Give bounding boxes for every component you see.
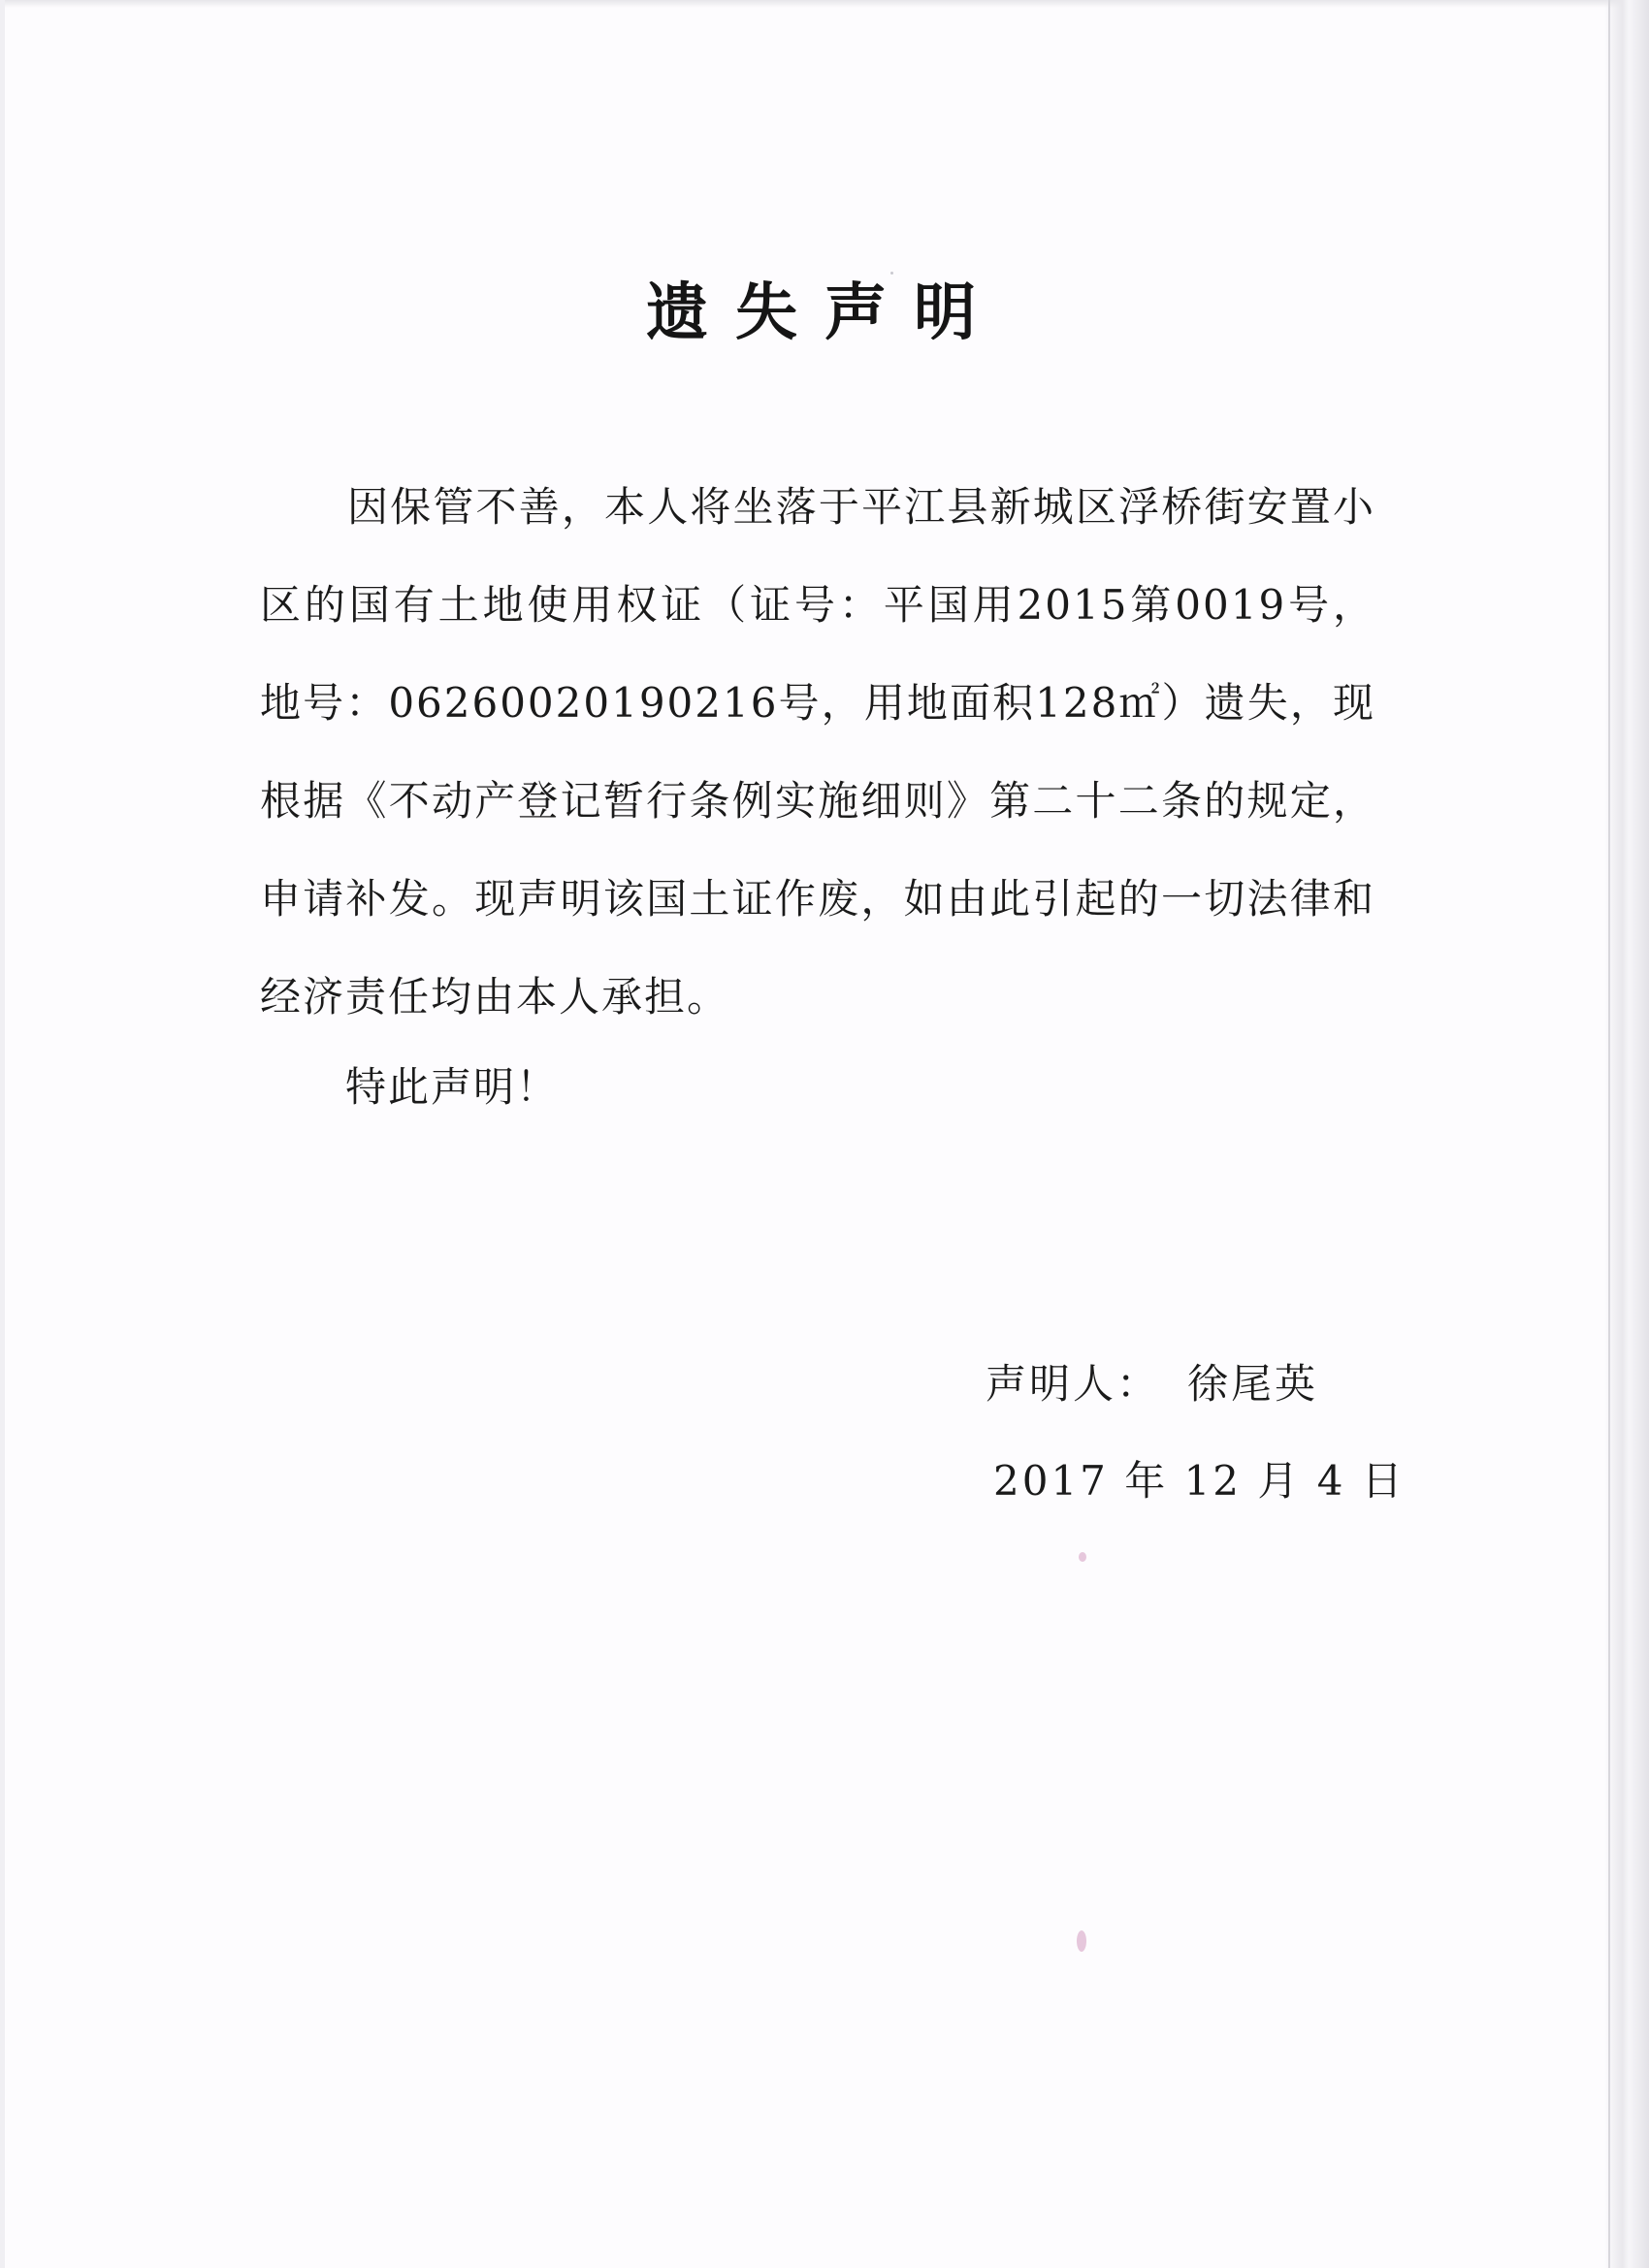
- declaration-date: 2017 年 12 月 4 日: [993, 1457, 1406, 1505]
- scan-top-edge: [0, 0, 1649, 8]
- declaration-body: [260, 458, 1375, 1046]
- scan-speck: [1079, 1552, 1086, 1562]
- signatory-label: 声明人：: [986, 1360, 1161, 1408]
- scan-speck: [1077, 1930, 1086, 1952]
- signatory-name: 徐尾英: [1187, 1360, 1319, 1408]
- closing-statement: 特此声明！: [345, 1063, 560, 1111]
- signature-line: [986, 1335, 1318, 1433]
- declaration-paragraph: 因保管不善，本人将坐落于平江县新城区浮桥街安置小区的国有土地使用权证（证号：平国用2015第0019号，地号：06260020190216号，用地面积128㎡）遗失，现根据《不动产登记暂行条例实施细则》第二十二条的规定，申请补发。现声明该国土证作废，如由此引起的一切法律和经济责任均由本人承担。: [260, 483, 1375, 1021]
- scan-speck: [890, 272, 893, 275]
- page-title: 遗失声明: [646, 277, 1003, 349]
